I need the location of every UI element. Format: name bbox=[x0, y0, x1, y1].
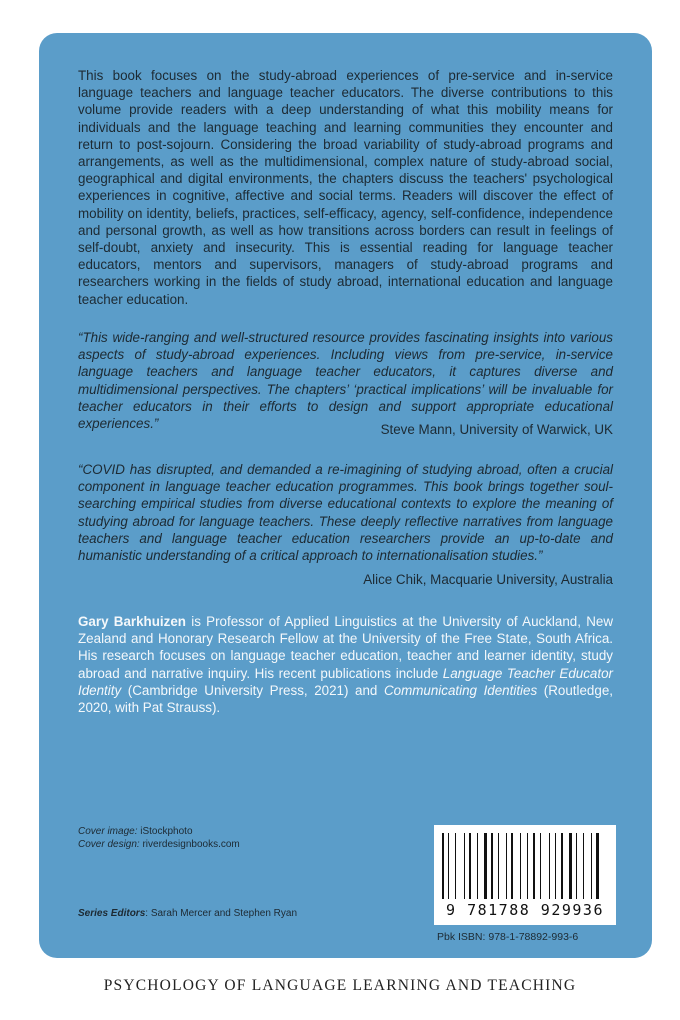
cover-image-value: iStockphoto bbox=[137, 826, 193, 837]
publication-title: Communicating Identities bbox=[383, 682, 538, 698]
endorsement-attribution: Alice Chik, Macquarie University, Australia bbox=[363, 572, 613, 587]
bio-text: (Cambridge University Press, 2021) and bbox=[121, 682, 384, 698]
book-description: This book focuses on the study-abroad experiences of pre-service and in-service language teachers and language teacher educators. The diverse contributions to this volume provide readers with a deep understanding of what this mobility means for individuals and the language teaching and learning communities they encounter and return to post-sojourn. Considering the broad variability of study-abroad programs and arrangements, as well as the multidimensional, complex nature of study-abroad social, geographical and digital environments, the chapters discuss the teachers' psychological experiences in cognitive, affective and social terms. Readers will discover the effect of mobility on identity, beliefs, practices, self-efficacy, agency, self-confidence, independence and personal growth, as well as how transitions across borders can result in feelings of self-doubt, anxiety and insecurity. This is essential reading for language teacher educators, mentors and supervisors, managers of study-abroad programs and researchers working in the fields of study abroad, international education and language teacher education. bbox=[78, 68, 613, 307]
cover-design-label: Cover design: bbox=[78, 839, 140, 850]
bio-text: is Professor of Applied Linguistics at the University of Auckland, New Zealand and Honorary Research Fellow at the University of the Free State, South Africa. His research focuses on language teacher education, teacher and learner identity, study abroad and narrative inquiry. His recent publications include bbox=[78, 614, 613, 681]
publication-title: Language Teacher Educator Identity bbox=[78, 665, 613, 698]
endorsement-quote: “COVID has disrupted, and demanded a re-imagining of studying abroad, often a crucial component in language teacher education programmes. This book brings together soul-searching empirical studies from diverse educational contexts to explore the meaning of studying abroad for language teachers. These deeply reflective narratives from language teachers and language teacher education researchers provide an up-to-date and humanistic understanding of a critical approach to internationalisation studies.” bbox=[78, 462, 613, 564]
cover-design-value: riverdesignbooks.com bbox=[139, 839, 240, 850]
series-editors bbox=[78, 907, 297, 920]
series-editors-label: Series Editors bbox=[78, 908, 146, 919]
bio-text: (Routledge, 2020, with Pat Strauss). bbox=[78, 682, 613, 716]
author-bio bbox=[78, 613, 613, 716]
isbn-line: Pbk ISBN: 978-1-78892-993-6 bbox=[437, 931, 579, 943]
back-cover-panel bbox=[39, 33, 652, 958]
barcode-digits: 9 781788 929936 bbox=[446, 901, 604, 919]
isbn-barcode bbox=[434, 825, 616, 925]
endorsement-quote: “This wide-ranging and well-structured resource provides fascinating insights into various aspects of study-abroad experiences. Including views from pre-service, in-service language teachers and language teacher educators, it captures diverse and multidimensional perspectives. The chapters’ ‘practical implications’ will be invaluable for teacher educators in their efforts to design and support appropriate educational experiences.” bbox=[78, 330, 613, 432]
cover-image-label: Cover image: bbox=[78, 826, 138, 837]
endorsement-attribution: Steve Mann, University of Warwick, UK bbox=[380, 422, 613, 437]
cover-credits bbox=[78, 825, 240, 851]
author-name: Gary Barkhuizen bbox=[78, 614, 186, 629]
series-title-footer: PSYCHOLOGY OF LANGUAGE LEARNING AND TEACHING bbox=[103, 977, 577, 994]
series-editors-value: : Sarah Mercer and Stephen Ryan bbox=[145, 908, 298, 919]
barcode-bars bbox=[442, 833, 608, 899]
